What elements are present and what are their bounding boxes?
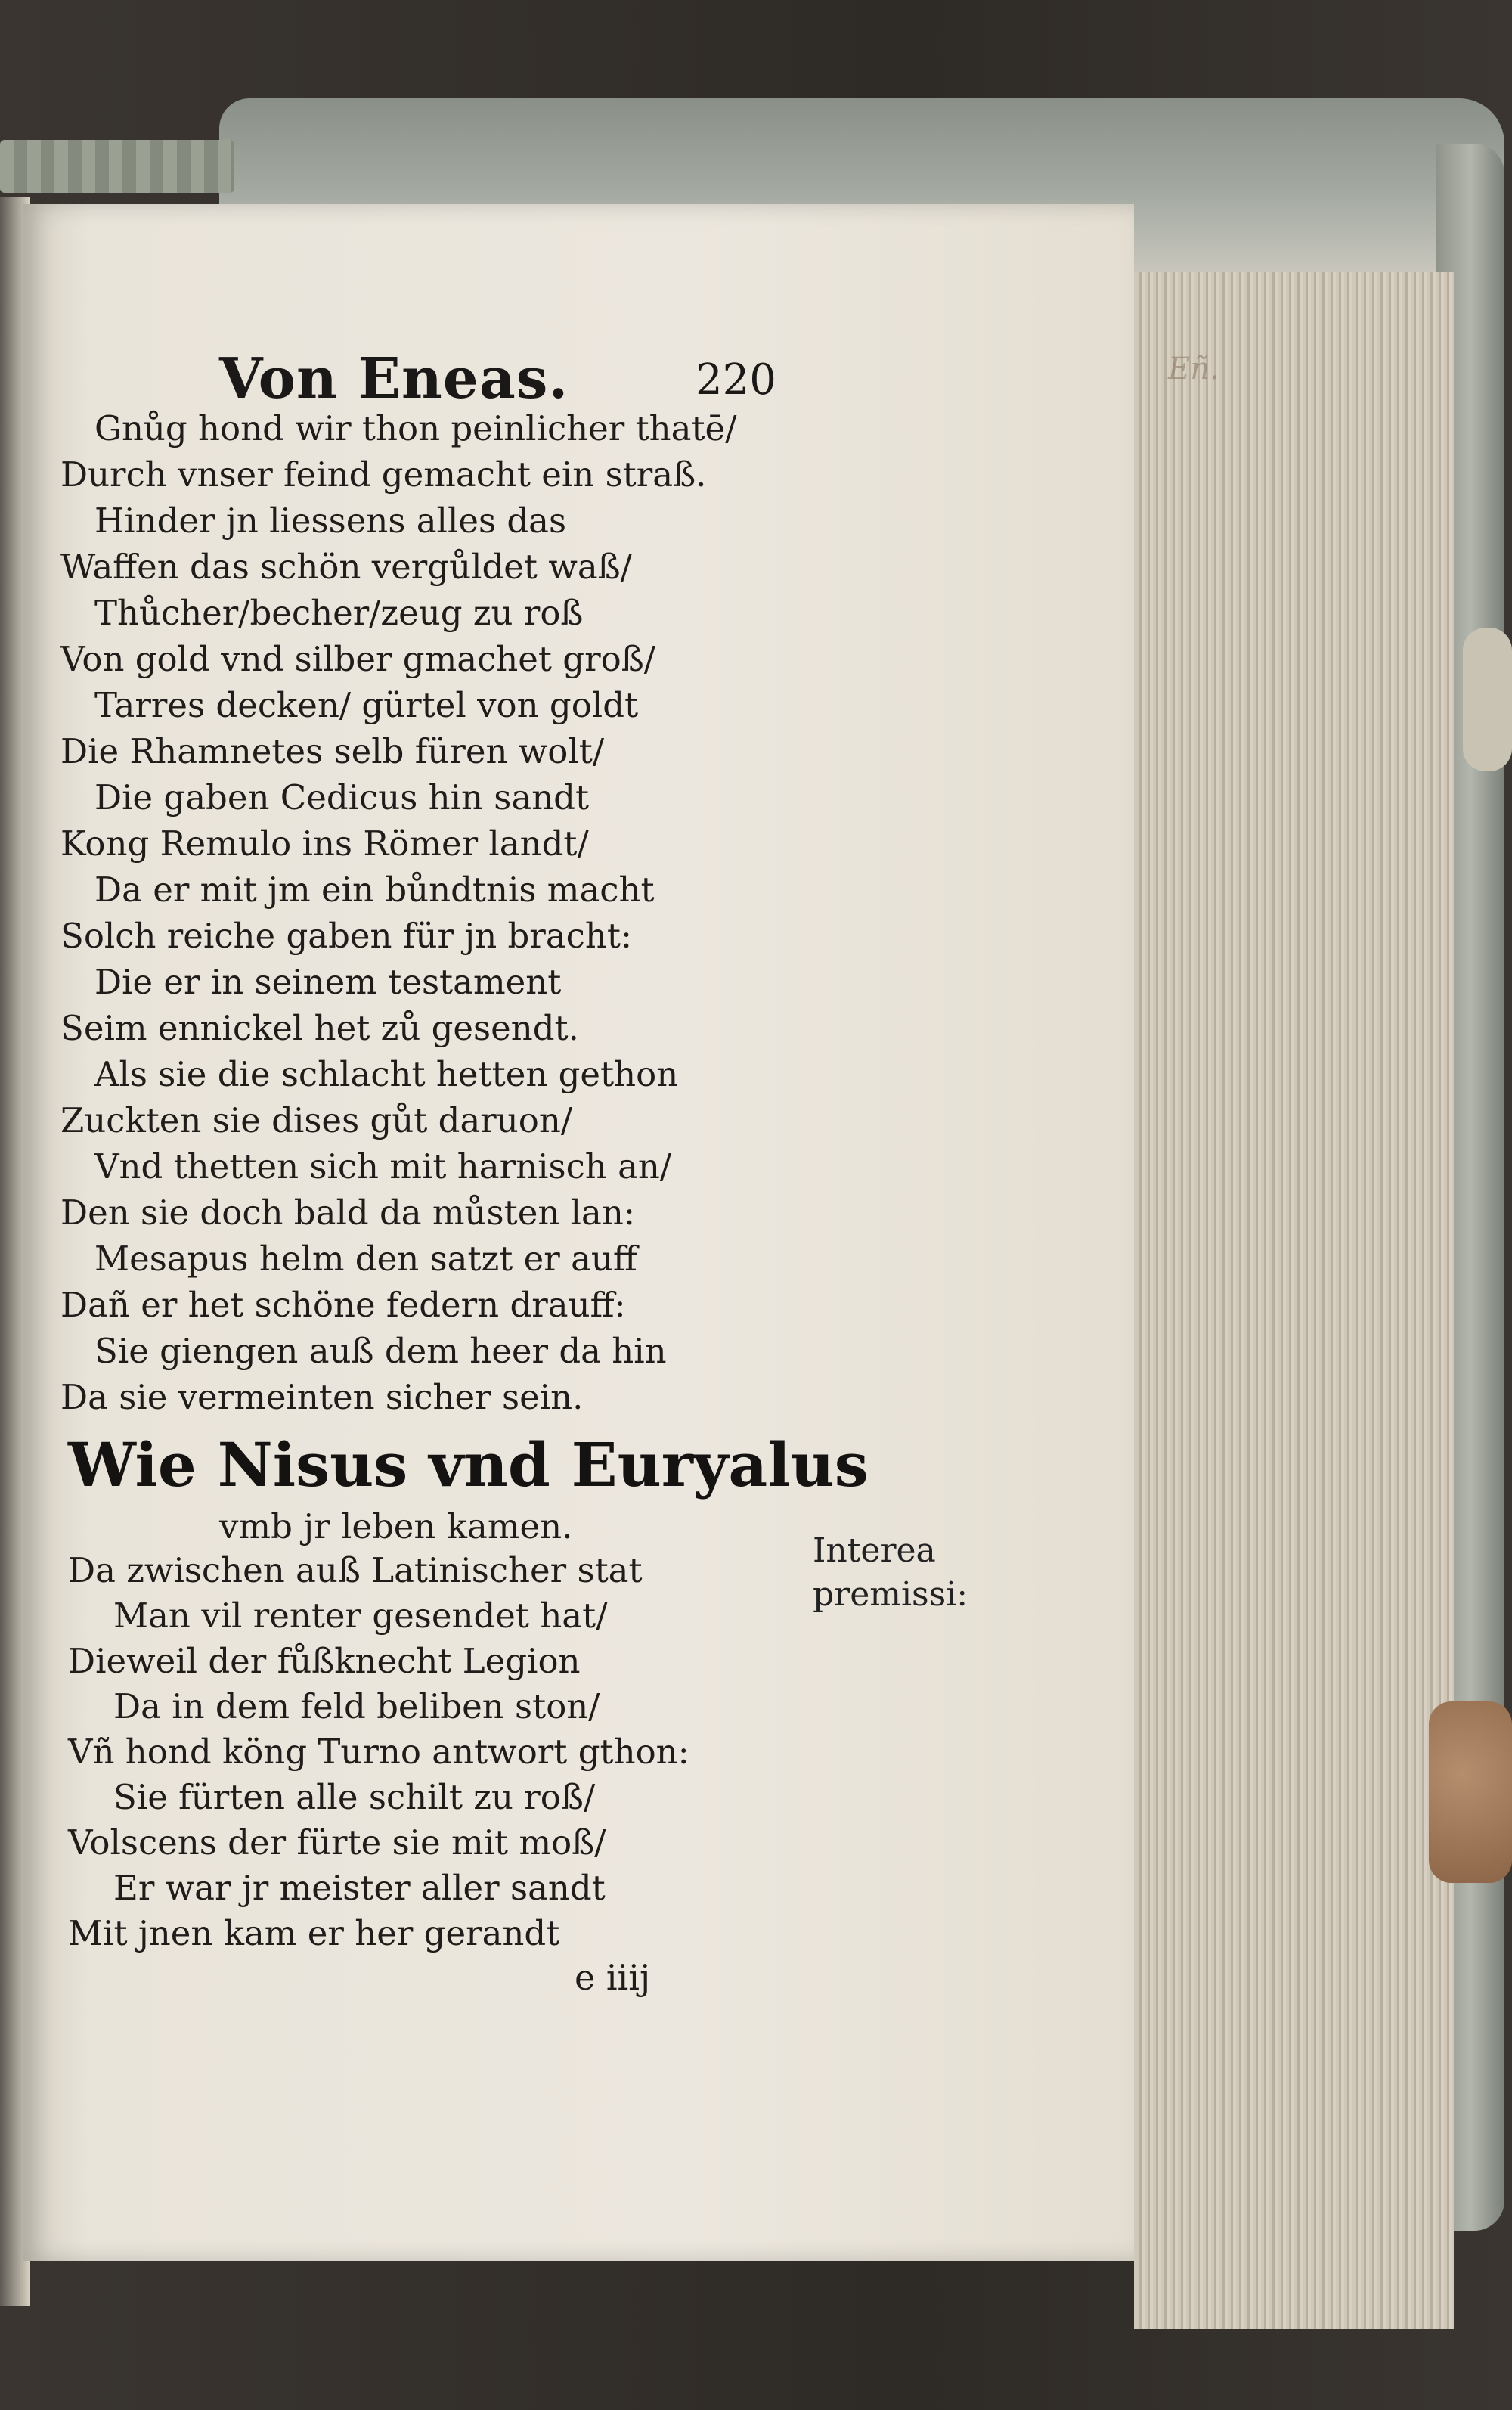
verse-line: Da sie vermeinten sicher sein. — [60, 1377, 584, 1417]
verse-line: Volscens der fürte sie mit moß/ — [68, 1822, 606, 1863]
headband — [0, 140, 234, 193]
signature-mark: e iiij — [575, 1957, 651, 1998]
verse-line: Zuckten sie dises gůt daruon/ — [60, 1100, 572, 1140]
section-subheading: vmb jr leben kamen. — [219, 1506, 573, 1546]
margin-note: premissi: — [813, 1575, 968, 1614]
verse-line: Vnd thetten sich mit harnisch an/ — [94, 1146, 672, 1186]
verse-line: Gnůg hond wir thon peinlicher thatē/ — [94, 408, 737, 448]
verse-line: Kong Remulo ins Römer landt/ — [60, 823, 589, 864]
verse-line: Solch reiche gaben für jn bracht: — [60, 916, 633, 956]
verse-line: Die Rhamnetes selb füren wolt/ — [60, 731, 605, 771]
clasp-upper — [1463, 628, 1512, 771]
fore-edge-inscription: Eñ. — [1168, 352, 1219, 386]
page-block-fore-edge — [1134, 272, 1454, 2329]
verse-line: Er war jr meister aller sandt — [113, 1868, 606, 1908]
verse-line: Waffen das schön vergůldet waß/ — [60, 547, 632, 587]
verse-line: Da in dem feld beliben ston/ — [113, 1686, 600, 1726]
verse-line: Man vil renter gesendet hat/ — [113, 1596, 608, 1636]
folio-number: 220 — [696, 355, 776, 405]
verse-line: Hinder jn liessens alles das — [94, 501, 567, 541]
clasp-lower — [1429, 1701, 1512, 1883]
verse-line: Da er mit jm ein bůndtnis macht — [94, 870, 655, 910]
verse-line: Vñ hond köng Turno antwort gthon: — [68, 1732, 689, 1772]
section-heading: Wie Nisus vnd Euryalus — [68, 1429, 869, 1500]
verse-line: Thůcher/becher/zeug zu roß — [94, 593, 584, 633]
running-title: Von Eneas. — [219, 346, 569, 411]
verse-line: Mit jnen kam er her gerandt — [68, 1913, 560, 1953]
verse-line: Dieweil der fůßknecht Legion — [68, 1641, 581, 1681]
verse-line: Sie giengen auß dem heer da hin — [94, 1331, 667, 1371]
verse-line: Die er in seinem testament — [94, 962, 562, 1002]
margin-note: Interea — [813, 1531, 936, 1570]
verse-line: Mesapus helm den satzt er auff — [94, 1239, 637, 1279]
verse-line: Sie fürten alle schilt zu roß/ — [113, 1777, 596, 1817]
verse-line: Als sie die schlacht hetten gethon — [94, 1054, 679, 1094]
verse-line: Seim ennickel het zů gesendt. — [60, 1008, 579, 1048]
verse-line: Durch vnser feind gemacht ein straß. — [60, 454, 707, 495]
verse-line: Den sie doch bald da můsten lan: — [60, 1193, 635, 1233]
verse-line: Da zwischen auß Latinischer stat — [68, 1550, 643, 1590]
verse-line: Tarres decken/ gürtel von goldt — [94, 685, 639, 725]
verse-line: Die gaben Cedicus hin sandt — [94, 777, 590, 817]
verse-line: Dañ er het schöne federn drauff: — [60, 1285, 626, 1325]
verse-line: Von gold vnd silber gmachet groß/ — [60, 639, 655, 679]
